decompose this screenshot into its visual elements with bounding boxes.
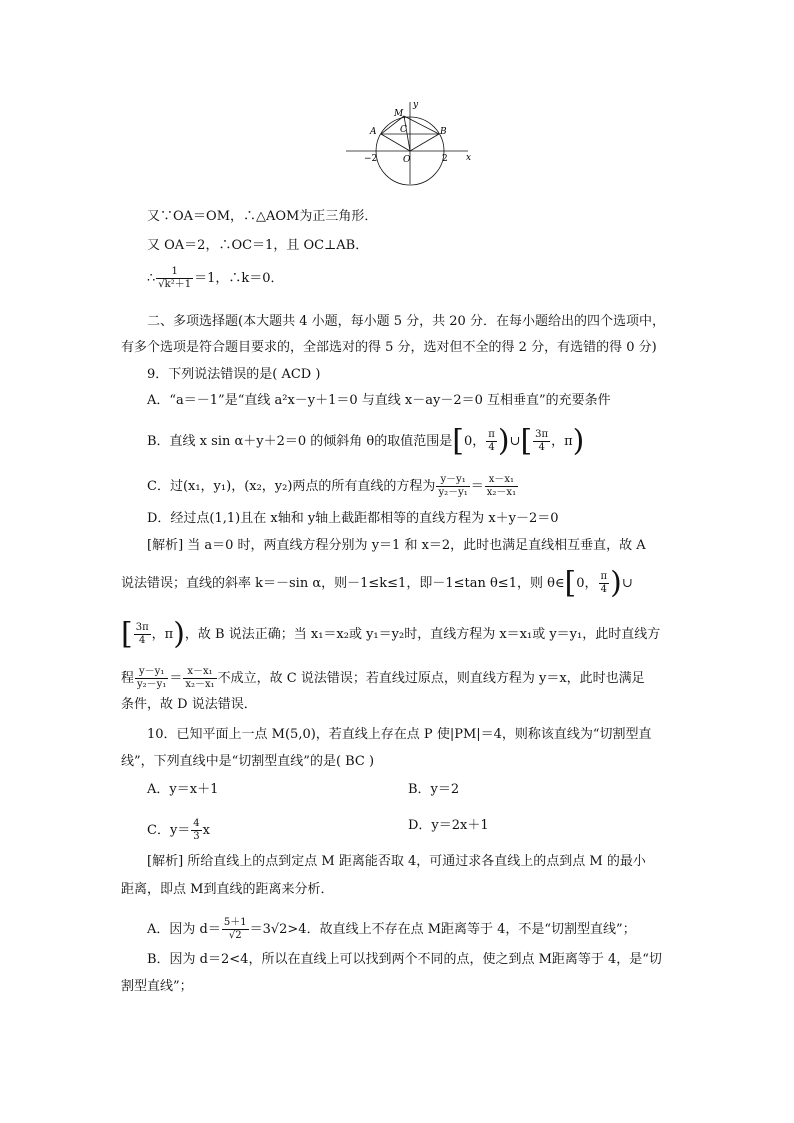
label-x: x (466, 153, 472, 163)
q9-option-d: D．经过点(1,1)且在 x轴和 y轴上截距都相等的直线方程为 x＋y－2＝0 (147, 511, 559, 526)
label-m: M (394, 109, 404, 119)
q9-option-a: A．“a＝－1”是“直线 a²x－y＋1＝0 与直线 x－ay－2＝0 互相垂直”的充要条件 (147, 393, 611, 408)
q9-option-b: B．直线 x sin α＋y＋2＝0 的倾斜角 θ的取值范围是[0， $\frac{\pi}{4}$ )∪[ $\frac{3\pi}{4}$ ，π) (147, 423, 585, 459)
q10-analysis-1: [解析] 所给直线上的点到定点 M 距离能否取 4，可通过求各直线上的点到点 M 的最小 (147, 854, 646, 869)
label-y: y (413, 100, 419, 110)
q10-stem-2: 线”，下列直线中是“切割型直线”的是( BC ) (121, 754, 375, 769)
segment-ao (381, 134, 410, 151)
label-c: C (400, 125, 407, 135)
label-a: A (370, 127, 377, 137)
q9-stem: 9．下列说法错误的是( ACD ) (147, 367, 321, 382)
q10-analysis-b-2: 割型直线”； (121, 979, 193, 994)
q10-option-c: C．y＝ $\frac{4}{3}$ x (147, 818, 211, 842)
therefore-symbol: ∴ (147, 271, 156, 286)
solution-line-2: 又 OA＝2，∴OC＝1，且 OC⊥AB． (147, 238, 369, 253)
q9-analysis-4: 程 $\frac{\text{y－y₁}}{\text{y₂－y₁}}$ ＝ $\frac{\text{x－x₁}}{\text{x₂－x₁}}$ 不成立，故 C 说法错误；若直线过原点，则直线方程为 y＝x，此时也满足 (121, 666, 645, 690)
q10-analysis-a: A．因为 d＝ $\frac{5+1}{√2}$ ＝3√2>4．故直线上不存在点 M距离等于 4，不是“切割型直线”； (147, 917, 636, 941)
label-b: B (440, 127, 447, 137)
q9-analysis-3: [ $\frac{3\pi}{4}$ ，π)，故 B 说法正确；当 x₁＝x₂或 y₁＝y₂时，直线方程为 x＝x₁或 y＝y₁，此时直线方 (121, 616, 661, 652)
segment-bo (410, 134, 439, 151)
label-2: 2 (442, 154, 448, 164)
q10-analysis-2: 距离，即点 M到直线的距离来分析． (121, 882, 334, 897)
q10-option-a: A．y＝x＋1 (147, 782, 219, 797)
q9-analysis-1: [解析] 当 a＝0 时，两直线方程分别为 y＝1 和 x＝2，此时也满足直线相互垂直，故 A (147, 538, 646, 553)
q10-stem-1: 10．已知平面上一点 M(5,0)，若直线上存在点 P 使|PM|＝4，则称该直线为“切割型直 (147, 727, 652, 742)
label-o: O (403, 155, 411, 165)
q10-option-b: B．y＝2 (408, 782, 460, 797)
circle-figure (340, 96, 480, 186)
q9-analysis-5: 条件，故 D 说法错误． (121, 697, 257, 712)
section2-line-1: 二、多项选择题(本大题共 4 小题，每小题 5 分，共 20 分．在每小题给出的四个选项中， (147, 314, 665, 329)
q9-analysis-2: 说法错误；直线的斜率 k＝－sin α，则－1≤k≤1，即－1≤tan θ≤1，则 θ∈[0， $\frac{\pi}{4}$ )∪ (121, 565, 633, 601)
q10-analysis-b-1: B．因为 d＝2<4，所以在直线上可以找到两个不同的点，使之到点 M距离等于 4，是“切 (147, 952, 662, 967)
solution-line-3: ∴ $\frac{1}{\text{√k²＋1}}$ ＝1，∴k＝0． (147, 266, 284, 290)
fraction-k: $\frac{1}{\text{√k²＋1}}$ (158, 266, 192, 290)
q10-option-d: D．y＝2x＋1 (408, 818, 489, 833)
q9-option-c: C．过(x₁，y₁)，(x₂，y₂)两点的所有直线的方程为 $\frac{\text{y－y₁}}{\text{y₂－y₁}}$ ＝ $\frac{\text{x－x₁}}{\text{x₂－x₁}}$ (147, 474, 517, 498)
label-neg2: −2 (364, 154, 378, 164)
section2-line-2: 有多个选项是符合题目要求的，全部选对的得 5 分，选对但不全的得 2 分，有选错的得 0 分) (121, 340, 657, 355)
solution-line-1: 又∵OA＝OM，∴△AOM为正三角形． (147, 209, 378, 224)
